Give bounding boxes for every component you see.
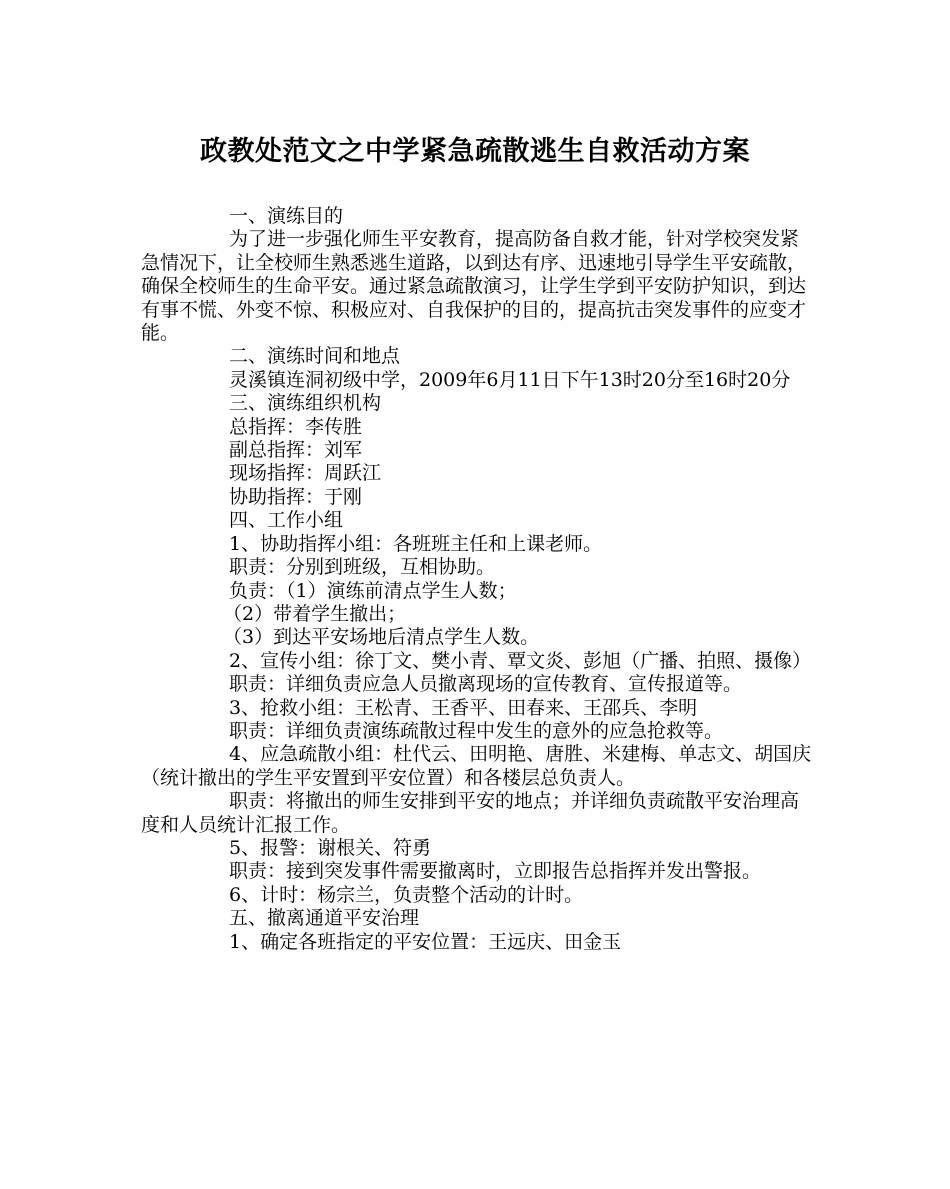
section-heading-time-place: 二、演练时间和地点 <box>229 345 401 368</box>
list-item: 1、确定各班指定的平安位置：王远庆、田金玉 <box>229 930 622 953</box>
line-chief-commander: 总指挥：李传胜 <box>229 415 363 438</box>
section-heading-organization: 三、演练组织机构 <box>229 392 382 415</box>
paragraph-drill-purpose: 为了进一步强化师生平安教育，提高防备自救才能，针对学校突发紧急情况下，让全校师生熟悉逃生道路，以到达有序、迅速地引导学生平安疏散，确保全校师生的生命平安。通过紧急疏散演习，让学生学到平安防护知识，到达有事不慌、外变不惊、积极应对、自我保护的目的，提高抗击突发事件的应变才能。 <box>141 228 807 345</box>
section-heading-work-groups: 四、工作小组 <box>229 509 344 532</box>
list-item: 负责：（1）演练前清点学生人数； <box>229 579 517 602</box>
document-title: 政教处范文之中学紧急疏散逃生自救活动方案 <box>200 136 750 167</box>
list-item: 1、协助指挥小组：各班班主任和上课老师。 <box>229 532 603 555</box>
list-item: 4、应急疏散小组：杜代云、田明艳、唐胜、米建梅、单志文、胡国庆（统计撤出的学生平安置到平安位置）和各楼层总负责人。 <box>141 743 812 789</box>
section-heading-drill-purpose: 一、演练目的 <box>229 205 344 227</box>
list-item: 职责：分别到班级，互相协助。 <box>229 556 496 579</box>
line-deputy-commander: 副总指挥：刘军 <box>229 439 363 462</box>
list-item: 职责：详细负责应急人员撤离现场的宣传教育、宣传报道等。 <box>229 673 743 696</box>
line-assistant-commander: 协助指挥：于刚 <box>229 485 363 508</box>
list-item: 职责：将撤出的师生安排到平安的地点；并详细负责疏散平安治理高度和人员统计汇报工作。 <box>141 790 800 836</box>
list-item: 6、计时：杨宗兰，负责整个活动的计时。 <box>229 883 584 906</box>
list-item: （2）带着学生撤出； <box>223 602 407 625</box>
list-item: 2、宣传小组：徐丁文、樊小青、覃文炎、彭旭（广播、拍照、摄像） <box>229 649 812 672</box>
list-item: 5、报警：谢根关、符勇 <box>229 836 432 859</box>
section-heading-evacuation-routes: 五、撤离通道平安治理 <box>229 907 420 930</box>
list-item: 职责：详细负责演练疏散过程中发生的意外的应急抢救等。 <box>229 719 724 742</box>
list-item: 职责：接到突发事件需要撤离时，立即报告总指挥并发出警报。 <box>229 860 762 883</box>
list-item: 3、抢救小组：王松青、王香平、田春来、王邵兵、李明 <box>229 696 698 719</box>
document-body <box>141 205 813 954</box>
paragraph-time-place: 灵溪镇连洞初级中学，2009年6月11日下午13时20分至16时20分 <box>229 368 791 391</box>
list-item: （3）到达平安场地后清点学生人数。 <box>223 626 540 649</box>
line-field-commander: 现场指挥：周跃江 <box>229 462 382 485</box>
